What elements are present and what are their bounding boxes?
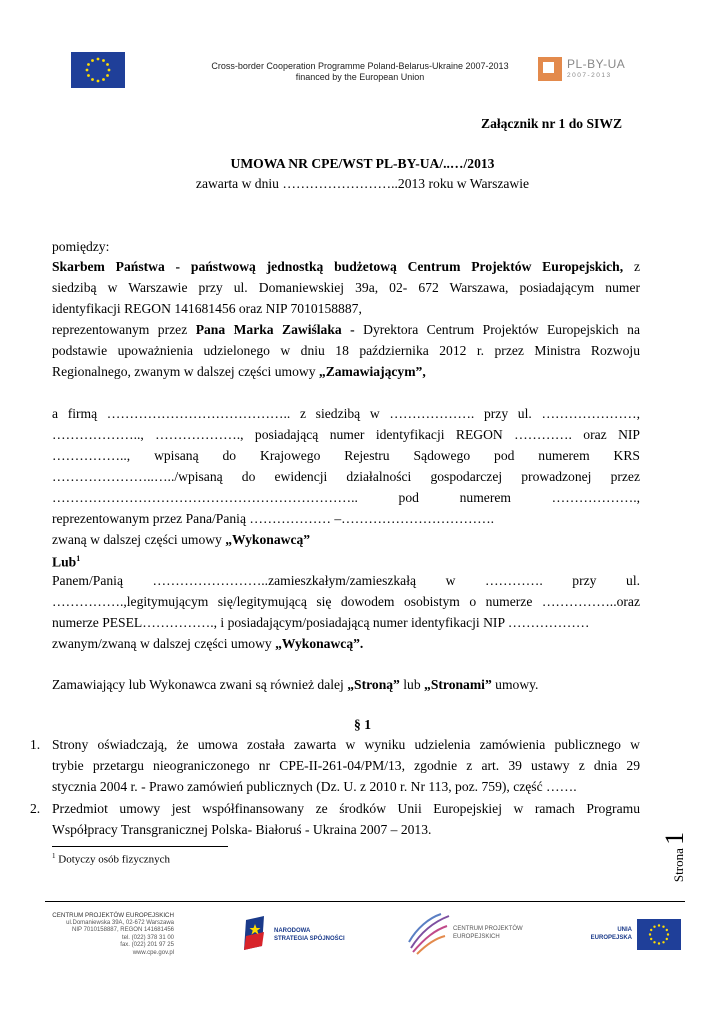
eu-text-1: UNIA: [617, 927, 632, 933]
party2-line-1: a firmą ………………………………….. z siedzibą w ………………. przy ul. …………………,: [52, 406, 640, 421]
party2-line-3: …………….., wpisaną do Krajowego Rejestru Sądowego pod numerem KRS: [52, 448, 640, 463]
eu-star-icon: [91, 78, 94, 81]
eu-star-icon: [97, 80, 100, 83]
eu-star-icon: [666, 929, 668, 931]
party2-alias-prefix-2: zwanym/zwaną w dalszej części umowy: [52, 636, 276, 651]
party1-name: Skarbem Państwa - państwową jednostką budżetową Centrum Projektów Europejskich,: [52, 259, 624, 274]
pl-by-ua-years: 2007-2013: [567, 72, 612, 79]
footer-ids: NIP 7010158887, REGON 141681456: [72, 927, 174, 934]
or-label: [52, 551, 80, 571]
party2-line-10: numerze PESEL……………., i posiadającym/posiadającą numer identyfikacji NIP ………………: [52, 615, 590, 630]
party1-line-1: [52, 259, 640, 275]
party2-line-11: [52, 636, 363, 652]
item-2-number: 2.: [30, 801, 41, 816]
footnote-divider: [52, 846, 228, 847]
item-2-line-1: Przedmiot umowy jest współfinansowany ze środków Unii Europejskiej w ramach Programu: [52, 801, 640, 816]
party1-rep-prefix: reprezentowanym przez: [52, 322, 196, 337]
section-heading: § 1: [354, 717, 371, 732]
eu-star-icon: [653, 941, 655, 943]
between-label: pomiędzy:: [52, 239, 110, 254]
annex-label: Załącznik nr 1 do SIWZ: [481, 116, 623, 131]
party2-line-7: [52, 532, 310, 548]
party1-rep-role: Dyrektora Centrum Projektów Europejskich na: [354, 322, 640, 337]
party1-line-6: [52, 364, 426, 380]
nss-logo: [244, 916, 354, 956]
eu-star-icon: [87, 63, 90, 66]
item-2-line-2: Współpracy Transgranicznej Polska- Białoruś - Ukraina 2007 – 2013.: [52, 822, 432, 837]
or-text: Lub: [52, 554, 77, 570]
parties-def-a: Zamawiający lub Wykonawca zwani są również dalej: [52, 677, 348, 692]
footer-phone: tel. (022) 378 31 00: [121, 934, 174, 941]
nss-text-2: STRATEGIA SPÓJNOŚCI: [274, 935, 345, 942]
party1-line-1-rest: z: [633, 259, 640, 274]
eu-flag-small-icon: [637, 919, 681, 950]
party2-alias-prefix: zwaną w dalszej części umowy: [52, 532, 226, 547]
eu-star-icon: [658, 942, 660, 944]
eu-stars-small-icon: [637, 919, 681, 950]
eu-star-icon: [662, 941, 664, 943]
eu-star-icon: [102, 78, 105, 81]
party1-line-3: identyfikacji REGON 141681456 oraz NIP 7010158887,: [52, 301, 362, 316]
party2-line-5: ………………………………………………………….. pod numerem ……………….,: [52, 490, 640, 505]
page-number: 1: [660, 831, 690, 845]
cpe-swirl-icon: [407, 912, 451, 956]
programme-header-text: [150, 61, 570, 83]
party2-line-4: …………………..…../wpisaną do ewidencji działalności gospodarczej prowadzonej przez: [52, 469, 640, 484]
party2-alias: „Wykonawcą”: [225, 532, 311, 547]
party1-rep-name: Pana Marka Zawiślaka -: [195, 322, 355, 337]
footnote-mark: 1: [52, 852, 56, 860]
party1-alias: „Zamawiającym”,: [318, 364, 426, 379]
party2-line-2: ……………….., ………………., posiadającą numer identyfikacji REGON …………. oraz NIP: [52, 427, 640, 442]
page-number-label: [660, 824, 696, 884]
parties-definition: [52, 677, 538, 693]
footer-divider: [45, 901, 685, 902]
eu-star-icon: [650, 929, 652, 931]
eu-star-icon: [649, 933, 651, 935]
footer-street: ul.Domaniewska 39A, 02-672 Warszawa: [66, 919, 174, 926]
footer-website: www.cpe.gov.pl: [132, 949, 174, 956]
item-1-number: 1.: [30, 737, 41, 752]
eu-star-icon: [86, 69, 89, 72]
nss-text-1: NARODOWA: [274, 928, 311, 934]
footer-address: [40, 912, 174, 958]
eu-logo: [588, 919, 688, 953]
parties-def-c: lub: [399, 677, 425, 692]
eu-star-icon: [653, 926, 655, 928]
item-1-line-1: Strony oświadczają, że umowa została zawarta w wyniku udzielenia zamówienia publicznego w: [52, 737, 640, 752]
pl-by-ua-name: PL-BY-UA: [567, 57, 626, 71]
pl-by-ua-square-icon: [538, 57, 562, 81]
eu-star-icon: [102, 59, 105, 62]
eu-stars-icon: [71, 52, 125, 88]
eu-star-icon: [658, 924, 660, 926]
eu-star-icon: [662, 926, 664, 928]
parties-def-stronami: „Stronami”: [424, 677, 492, 692]
footnote-text: Dotyczy osób fizycznych: [58, 853, 171, 866]
cpe-text-2: EUROPEJSKICH: [453, 933, 500, 940]
party2-line-9: …………….,legitymującym się/legitymującą się dowodem osobistym o numerze ……………..oraz: [52, 594, 640, 609]
cpe-text-1: CENTRUM PROJEKTÓW: [453, 926, 523, 932]
item-1-line-2: trybie przetargu nieograniczonego nr CPE-II-261-04/PM/13, zgodnie z art. 39 ustawy z dnia 29: [52, 758, 640, 773]
party1-line-5: podstawie upoważnienia udzielonego w dniu 18 października 2012 r. przez Ministra Rozwoju: [52, 343, 640, 358]
party1-alias-prefix: Regionalnego, zwanym w dalszej części umowy: [52, 364, 319, 379]
cpe-logo: [407, 912, 537, 956]
parties-def-strona: „Stroną”: [347, 677, 400, 692]
item-1-line-3: stycznia 2004 r. - Prawo zamówień publicznych (Dz. U. z 2010 r. Nr 113, poz. 759), część …….: [52, 779, 577, 794]
eu-star-icon: [666, 938, 668, 940]
contract-title: UMOWA NR CPE/WST PL-BY-UA/..…/2013: [230, 156, 495, 171]
footnote: [52, 852, 170, 866]
eu-star-icon: [91, 59, 94, 62]
footnote-ref: 1: [76, 554, 81, 563]
footer-org-name: CENTRUM PROJEKTÓW EUROPEJSKICH: [52, 912, 174, 919]
contract-subtitle: zawarta w dniu ……………………..2013 roku w Warszawie: [195, 176, 530, 191]
eu-star-icon: [106, 63, 109, 66]
eu-star-icon: [108, 69, 111, 72]
eu-star-icon: [87, 74, 90, 77]
parties-def-e: umowy.: [491, 677, 539, 692]
eu-flag-icon: [71, 52, 125, 88]
nss-flag-icon: [244, 916, 266, 950]
party2-alias-2: „Wykonawcą”.: [275, 636, 364, 651]
party1-line-4: [52, 322, 640, 338]
eu-star-icon: [106, 74, 109, 77]
programme-line-2: financed by the European Union: [295, 72, 425, 82]
eu-star-icon: [97, 58, 100, 61]
page-header: [0, 0, 725, 100]
page-label-text: Strona: [671, 848, 687, 883]
party2-line-6: reprezentowanym przez Pana/Panią ……………… –…………………………….: [52, 511, 495, 526]
programme-line-1: Cross-border Cooperation Programme Poland-Belarus-Ukraine 2007-2013: [211, 61, 509, 71]
footer-fax: fax. (022) 201 97 25: [120, 942, 174, 949]
eu-text-2: EUROPEJSKA: [590, 934, 632, 941]
eu-star-icon: [650, 938, 652, 940]
eu-star-icon: [667, 933, 669, 935]
pl-by-ua-logo: [538, 57, 628, 87]
party1-line-2: siedzibą w Warszawie przy ul. Domaniewskiej 39a, 02- 672 Warszawa, posiadającym numer: [52, 280, 640, 295]
party2-line-8: Panem/Panią ……………………..zamieszkałym/zamieszkałą w …………. przy ul.: [52, 573, 640, 588]
